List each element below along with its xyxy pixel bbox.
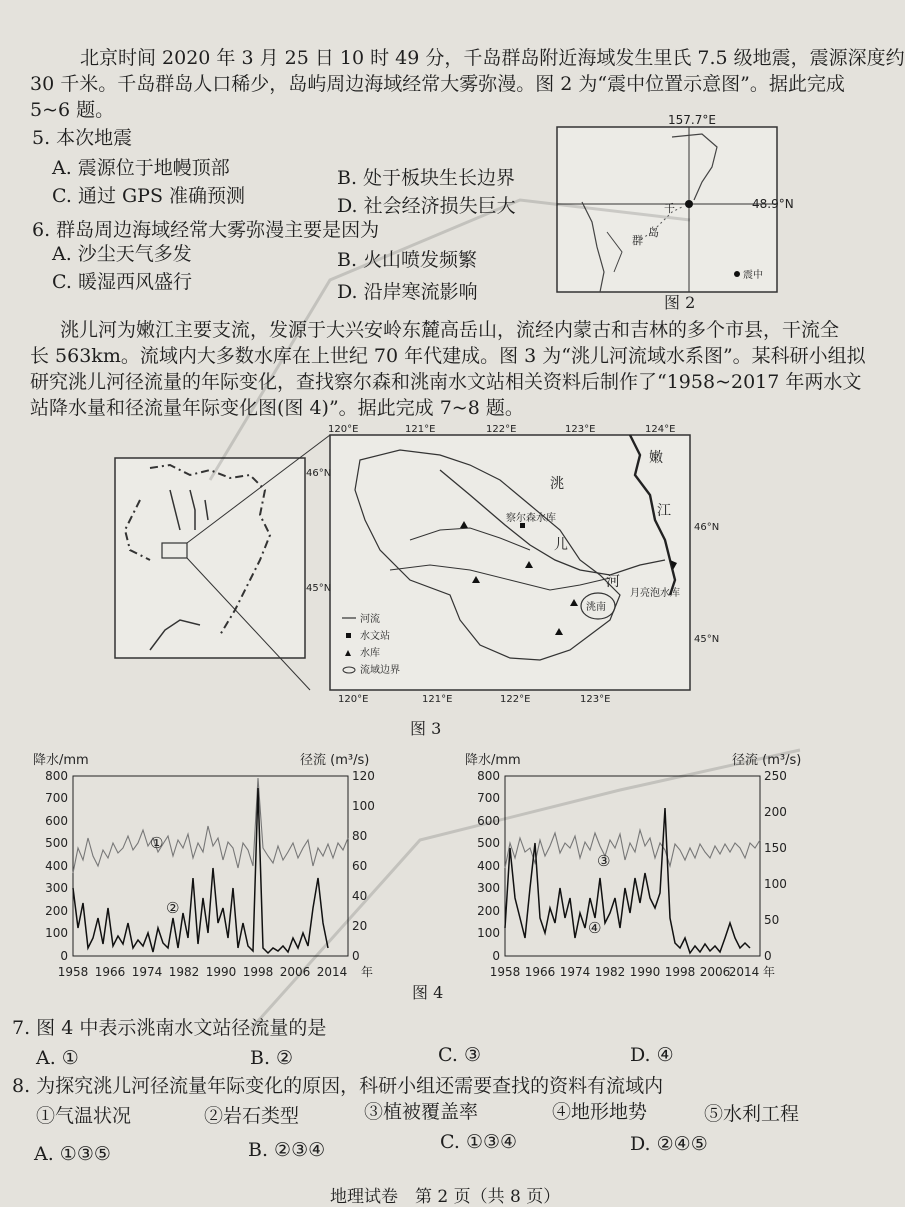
page-footer: 地理试卷 第 2 页（共 8 页） (330, 1187, 561, 1207)
fig3-river-char-1: 洮 (550, 476, 564, 492)
q6-stem: 6. 群岛周边海域经常大雾弥漫主要是因为 (32, 219, 380, 241)
fig3-nen-char-2: 江 (657, 503, 671, 519)
intro2-line-1: 洮儿河为嫩江主要支流，发源于大兴安岭东麓高岳山，流经内蒙古和吉林的多个市县，干流全 (60, 319, 840, 341)
fig4r-ylabel-right: 径流 (m³/s) (732, 753, 802, 768)
svg-text:0: 0 (764, 949, 772, 963)
q8-item-3: ③植被覆盖率 (364, 1101, 479, 1123)
svg-text:300: 300 (45, 881, 68, 895)
fig3-top-lon-1: 120°E (328, 424, 359, 435)
svg-text:2006: 2006 (699, 965, 731, 979)
svg-text:400: 400 (45, 859, 68, 873)
svg-text:年: 年 (361, 965, 374, 979)
svg-text:年: 年 (763, 965, 776, 979)
fig2-island-char-3: 群 (632, 234, 643, 247)
svg-text:80: 80 (352, 829, 368, 843)
fig4l-marker-1: ① (150, 834, 164, 852)
fig3-legend-3: 水库 (360, 648, 380, 659)
svg-text:0: 0 (352, 949, 360, 963)
svg-text:40: 40 (352, 889, 368, 903)
fig4r-xticks (490, 964, 775, 979)
fig3-station2: 洮南 (586, 602, 606, 613)
fig4r-yticks-right (764, 769, 787, 963)
svg-text:250: 250 (764, 769, 787, 783)
fig3-river-char-2: 儿 (554, 537, 568, 553)
intro-line-1: 北京时间 2020 年 3 月 25 日 10 时 49 分，千岛群岛附近海域发生里氏 7.5 级地震，震源深度约 (80, 47, 905, 69)
fig3-reservoir2: 月亮泡水库 (630, 588, 680, 599)
svg-text:1982: 1982 (594, 965, 626, 979)
fig4l-yticks-right (352, 769, 375, 963)
svg-text:100: 100 (764, 877, 787, 891)
fig3-legend-1: 河流 (360, 614, 380, 625)
fig2-epicenter-label: 震中 (743, 270, 763, 281)
svg-text:1974: 1974 (131, 965, 163, 979)
svg-text:1998: 1998 (664, 965, 696, 979)
q5-option-a[interactable]: A. 震源位于地幔顶部 (52, 157, 230, 179)
figure-2-map (552, 112, 794, 312)
fig4r-ylabel-left: 降水/mm (465, 753, 521, 768)
q8-option-d[interactable]: D. ②④⑤ (630, 1133, 708, 1155)
fig2-lat-label: 48.9°N (752, 197, 794, 211)
q8-item-4: ④地形地势 (552, 1101, 648, 1123)
fig4l-precip-line (73, 778, 348, 873)
q5-stem: 5. 本次地震 (32, 127, 133, 149)
svg-text:120: 120 (352, 769, 375, 783)
fig4r-yticks-left (477, 769, 500, 963)
q7-option-a[interactable]: A. ① (36, 1047, 79, 1069)
fig4l-runoff-line (73, 788, 328, 953)
svg-text:200: 200 (764, 805, 787, 819)
svg-text:800: 800 (45, 769, 68, 783)
fig3-lat-left-2: 45°N (306, 583, 332, 594)
fig4l-yticks-left (45, 769, 68, 963)
figure-4-right-chart (460, 748, 820, 988)
fig4r-runoff-line (505, 808, 750, 953)
intro2-line-2: 长 563km。流域内大多数水库在上世纪 70 年代建成。图 3 为“洮儿河流域水系图”。某科研小组拟 (30, 345, 866, 367)
intro2-line-4: 站降水量和径流量年际变化图(图 4)”。据此完成 7~8 题。 (30, 397, 524, 419)
svg-text:1974: 1974 (559, 965, 591, 979)
fig4l-xticks (58, 964, 373, 979)
q6-option-c[interactable]: C. 暖湿西风盛行 (52, 271, 192, 293)
fig3-top-lon-4: 123°E (565, 424, 596, 435)
fig3-lat-right-2: 45°N (694, 634, 720, 645)
svg-text:50: 50 (764, 913, 780, 927)
svg-text:1990: 1990 (205, 965, 237, 979)
svg-text:600: 600 (45, 814, 68, 828)
fig3-bottom-lon-3: 122°E (500, 694, 531, 705)
intro2-line-3: 研究洮儿河径流量的年际变化，查找察尔森和洮南水文站相关资料后制作了“1958~2017 年两水文 (30, 371, 862, 393)
fig2-island-char-2: 岛 (648, 226, 659, 239)
fig3-bottom-lon-1: 120°E (338, 694, 369, 705)
svg-text:1998: 1998 (242, 965, 274, 979)
q6-option-b[interactable]: B. 火山喷发频繁 (337, 249, 478, 271)
svg-text:400: 400 (477, 859, 500, 873)
fig3-caption: 图 3 (410, 719, 442, 738)
svg-text:700: 700 (45, 791, 68, 805)
q8-option-a[interactable]: A. ①③⑤ (34, 1143, 111, 1165)
svg-text:100: 100 (45, 926, 68, 940)
svg-text:1982: 1982 (168, 965, 200, 979)
fig3-top-lon-2: 121°E (405, 424, 436, 435)
q5-option-b[interactable]: B. 处于板块生长边界 (337, 167, 516, 189)
fig2-lon-label: 157.7°E (668, 113, 716, 127)
svg-text:600: 600 (477, 814, 500, 828)
q7-option-c[interactable]: C. ③ (438, 1044, 481, 1066)
fig2-island-char-1: 千 (664, 202, 675, 215)
svg-text:1966: 1966 (524, 965, 556, 979)
svg-text:300: 300 (477, 881, 500, 895)
fig3-legend-2: 水文站 (360, 631, 390, 642)
svg-text:0: 0 (60, 949, 68, 963)
q8-item-1: ①气温状况 (36, 1105, 132, 1127)
fig4l-ylabel-right: 径流 (m³/s) (300, 753, 370, 768)
q8-item-2: ②岩石类型 (204, 1105, 300, 1127)
epicenter-marker (685, 200, 693, 208)
svg-text:500: 500 (45, 836, 68, 850)
intro-line-2: 30 千米。千岛群岛人口稀少，岛屿周边海域经常大雾弥漫。图 2 为“震中位置示意图”。据此完成 (30, 73, 845, 95)
q6-option-d[interactable]: D. 沿岸寒流影响 (337, 281, 478, 303)
svg-text:150: 150 (764, 841, 787, 855)
fig4r-marker-4: ④ (588, 919, 602, 937)
fig3-legend-4: 流域边界 (360, 665, 400, 676)
fig4r-precip-line (505, 830, 760, 868)
fig3-top-lon-3: 122°E (486, 424, 517, 435)
svg-text:200: 200 (477, 904, 500, 918)
q7-stem: 7. 图 4 中表示洮南水文站径流量的是 (12, 1017, 327, 1039)
fig2-caption: 图 2 (664, 293, 696, 312)
fig3-bottom-lon-2: 121°E (422, 694, 453, 705)
figure-3-map (110, 420, 720, 720)
fig3-top-lon-5: 124°E (645, 424, 676, 435)
q5-option-c[interactable]: C. 通过 GPS 准确预测 (52, 185, 245, 207)
svg-text:2014: 2014 (728, 965, 760, 979)
svg-text:1966: 1966 (94, 965, 126, 979)
q8-item-5: ⑤水利工程 (704, 1103, 800, 1125)
svg-text:800: 800 (477, 769, 500, 783)
svg-text:500: 500 (477, 836, 500, 850)
fig4-caption: 图 4 (412, 983, 444, 1002)
q6-option-a[interactable]: A. 沙尘天气多发 (52, 243, 192, 265)
figure-4-left-chart (28, 748, 388, 988)
q7-option-d[interactable]: D. ④ (630, 1044, 674, 1066)
svg-text:100: 100 (352, 799, 375, 813)
fig3-nen-char-1: 嫩 (649, 450, 663, 466)
intro-line-3: 5~6 题。 (30, 99, 115, 121)
fig3-river-char-3: 河 (606, 574, 620, 590)
svg-text:1958: 1958 (57, 965, 89, 979)
q8-option-b[interactable]: B. ②③④ (248, 1139, 326, 1161)
fig3-lat-left-1: 46°N (306, 468, 332, 479)
q8-option-c[interactable]: C. ①③④ (440, 1131, 518, 1153)
svg-text:200: 200 (45, 904, 68, 918)
fig4l-ylabel-left: 降水/mm (33, 753, 89, 768)
svg-text:20: 20 (352, 919, 368, 933)
fig3-bottom-lon-4: 123°E (580, 694, 611, 705)
q7-option-b[interactable]: B. ② (250, 1047, 294, 1069)
svg-text:0: 0 (492, 949, 500, 963)
q5-option-d[interactable]: D. 社会经济损失巨大 (337, 195, 516, 217)
fig3-lat-right-1: 46°N (694, 522, 720, 533)
svg-text:2006: 2006 (279, 965, 311, 979)
svg-text:1990: 1990 (629, 965, 661, 979)
fig4r-marker-3: ③ (597, 852, 611, 870)
fig4l-marker-2: ② (166, 899, 180, 917)
legend-epicenter-dot (734, 271, 740, 277)
svg-text:2014: 2014 (316, 965, 348, 979)
svg-text:700: 700 (477, 791, 500, 805)
fig3-station1: 察尔森水库 (506, 513, 556, 524)
svg-text:1958: 1958 (489, 965, 521, 979)
svg-text:100: 100 (477, 926, 500, 940)
svg-text:60: 60 (352, 859, 368, 873)
q8-stem: 8. 为探究洮儿河径流量年际变化的原因，科研小组还需要查找的资料有流域内 (12, 1075, 664, 1097)
